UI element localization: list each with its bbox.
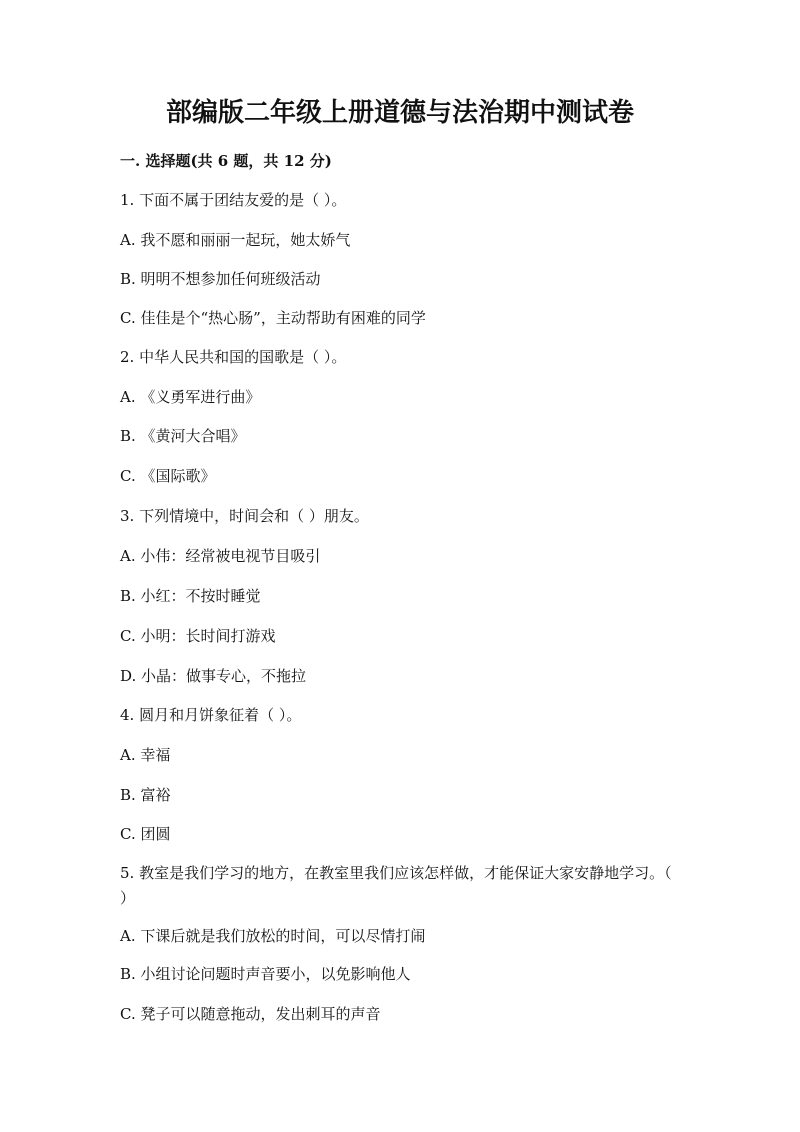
answer-option: C. 佳佳是个“热心肠”，主动帮助有困难的同学 xyxy=(120,309,426,327)
answer-option: A. 《义勇军进行曲》 xyxy=(120,388,261,406)
answer-option: A. 下课后就是我们放松的时间，可以尽情打闹 xyxy=(120,927,426,945)
question-stem: 3. 下列情境中，时间会和（ ）朋友。 xyxy=(120,507,369,525)
question-stem: 5. 教室是我们学习的地方，在教室里我们应该怎样做，才能保证大家安静地学习。（ ） xyxy=(120,864,672,907)
answer-option: B. 小组讨论问题时声音要小，以免影响他人 xyxy=(120,965,411,983)
question-stem: 4. 圆月和月饼象征着（ ）。 xyxy=(120,706,302,724)
answer-option: A. 我不愿和丽丽一起玩，她太娇气 xyxy=(120,231,351,249)
answer-option: C. 《国际歌》 xyxy=(120,467,216,485)
answer-option: C. 小明：长时间打游戏 xyxy=(120,627,276,645)
section-heading: 一. 选择题(共 6 题，共 12 分) xyxy=(120,152,332,170)
answer-option: D. 小晶：做事专心，不拖拉 xyxy=(120,667,307,685)
answer-option: B. 富裕 xyxy=(120,786,171,804)
question-stem: 2. 中华人民共和国的国歌是（ ）。 xyxy=(120,348,347,366)
question-stem: 1. 下面不属于团结友爱的是（ ）。 xyxy=(120,191,347,209)
answer-option: B. 明明不想参加任何班级活动 xyxy=(120,270,321,288)
page-title: 部编版二年级上册道德与法治期中测试卷 xyxy=(165,98,634,128)
answer-option: C. 凳子可以随意拖动，发出刺耳的声音 xyxy=(120,1005,381,1023)
answer-option: A. 小伟：经常被电视节目吸引 xyxy=(120,547,321,565)
answer-option: B. 小红：不按时睡觉 xyxy=(120,587,261,605)
answer-option: B. 《黄河大合唱》 xyxy=(120,427,246,445)
answer-option: C. 团圆 xyxy=(120,825,171,843)
answer-option: A. 幸福 xyxy=(120,746,171,764)
